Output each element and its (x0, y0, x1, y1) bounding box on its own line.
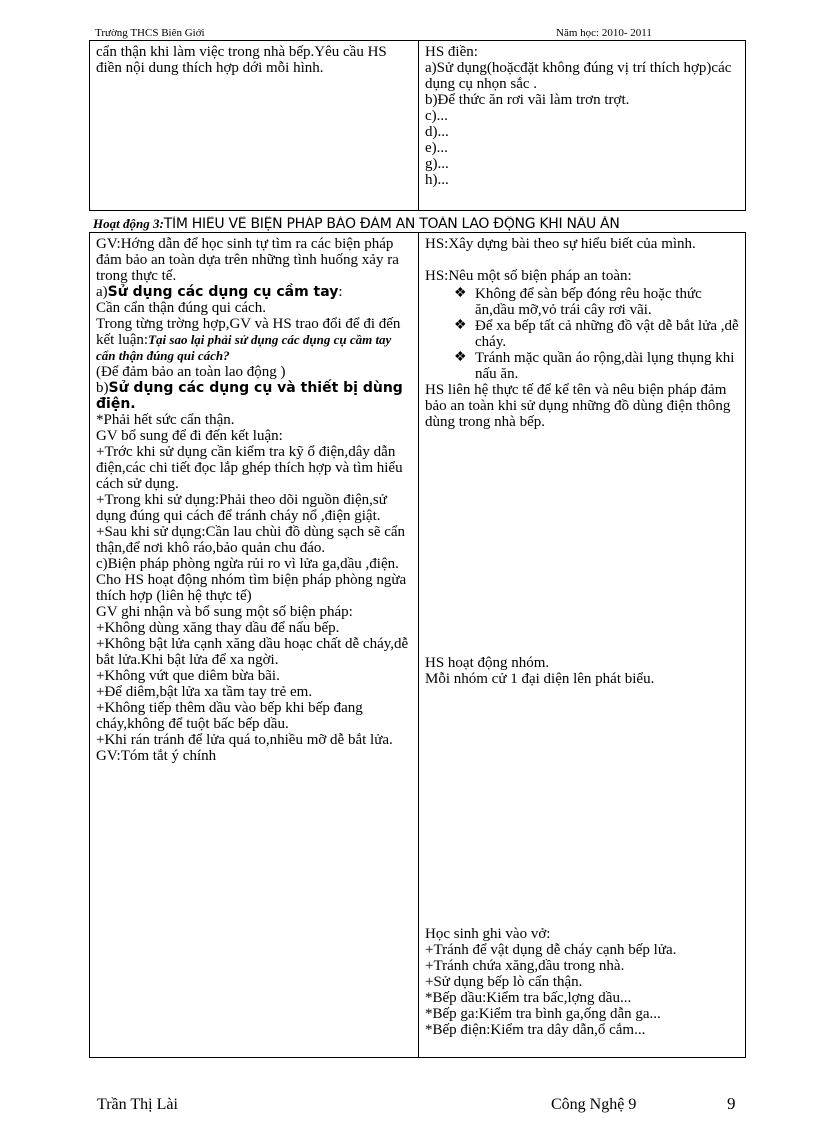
left-para: +Trớc khi sử dụng cần kiểm tra kỹ ổ điện,dây dẫn điện,các chi tiết đọc lắp ghép thích hợp và tìm hiểu cách sử dụng. (96, 444, 403, 492)
table1-left-cell (96, 44, 414, 76)
section-b-heading (96, 380, 412, 412)
section-a-prefix: a) (96, 284, 108, 300)
table1-left-text: cẩn thận khi làm việc trong nhà bếp.Yêu cầu HS điền nội dung thích hợp dới mỗi hình. (96, 44, 387, 76)
page-number: 9 (727, 1094, 736, 1113)
table2-right-block-1 (425, 236, 741, 430)
left-para: +Khi rán tránh để lửa quá to,nhiều mỡ dễ bắt lửa. (96, 732, 393, 748)
note-line: Học sinh ghi vào vở: (425, 926, 551, 942)
table1-right-line: HS điền: (425, 44, 478, 60)
table1-left-border (89, 40, 90, 211)
left-para-text: Trong từng trờng hợp,GV và HS trao đổi để đi đến kết luận: (96, 316, 401, 348)
left-para: +Không tiếp thêm dầu vào bếp khi bếp đang cháy,không để tuột bấc bếp dầu. (96, 700, 363, 732)
table1-right-line: g)... (425, 156, 449, 172)
right-para: HS liên hệ thực tế để kể tên và nêu biện pháp đảm bảo an toàn khi sử dụng những đồ dùng điện thông dùng trong nhà bếp. (425, 382, 731, 430)
activity3-title: TÌM HIỂU VỀ BIỆN PHÁP BẢO ĐẢM AN TOÀN LAO ĐỘNG KHI NẤU ĂN (163, 216, 620, 232)
note-line: +Tránh chứa xăng,dầu trong nhà. (425, 958, 625, 974)
left-para: +Không dùng xăng thay dầu để nấu bếp. (96, 620, 340, 636)
footer-subject: Công Nghệ 9 (551, 1096, 637, 1113)
diamond-bullet-icon: ❖ (454, 318, 467, 333)
section-a-title: Sử dụng các dụng cụ cầm tay (107, 284, 339, 300)
table2-left-cell (96, 236, 412, 764)
table2-top-border (89, 232, 745, 233)
bullet-text: Tránh mặc quần áo rộng,dài lụng thụng khi nấu ăn. (475, 350, 735, 382)
table1-divider (418, 40, 419, 211)
left-para: *Phải hết sức cẩn thận. (96, 412, 235, 428)
question-text: Tại sao lại phải sử dụng các dụng cụ cầm tay cẩn thận đúng qui cách? (96, 332, 392, 363)
table1-right-line: a)Sử dụng(hoặcđặt không đúng vị trí thích hợp)các dụng cụ nhọn sắc . (425, 60, 732, 92)
footer-author: Trần Thị Lài (97, 1096, 178, 1113)
safety-bullet-item (425, 286, 741, 318)
section-a-colon: : (338, 284, 343, 300)
left-para: +Trong khi sử dụng:Phải theo dõi nguồn điện,sử dụng đúng qui cách để tránh cháy nổ ,điện giật. (96, 492, 387, 524)
right-para: HS:Xây dựng bài theo sự hiểu biết của mình. (425, 236, 696, 252)
safety-bullet-list (425, 286, 741, 382)
diamond-bullet-icon: ❖ (454, 286, 467, 301)
left-para: GV:Tóm tắt ý chính (96, 748, 217, 764)
left-para: GV ghi nhận và bổ sung một số biện pháp: (96, 604, 353, 620)
right-para: HS hoạt động nhóm. (425, 655, 550, 671)
left-para: (Để đảm bảo an toàn lao động ) (96, 364, 286, 380)
note-line: +Sử dụng bếp lò cẩn thận. (425, 974, 583, 990)
left-para: +Để diêm,bật lửa xa tầm tay trẻ em. (96, 684, 313, 700)
safety-bullet-item (425, 350, 741, 382)
note-line: +Tránh để vật dụng dễ cháy cạnh bếp lửa. (425, 942, 677, 958)
left-para: Cho HS hoạt động nhóm tìm biện pháp phòng ngừa thích hợp (liên hệ thực tế) (96, 572, 407, 604)
safety-bullet-item (425, 318, 741, 350)
activity3-label: Hoạt động 3: (93, 216, 164, 231)
table1-right-line: b)Để thức ăn rơi vãi làm trơn trợt. (425, 92, 630, 108)
table2-right-block-2 (425, 655, 741, 687)
left-para: +Không bật lửa cạnh xăng dầu hoạc chất dễ cháy,dễ bắt lửa.Khi bật lửa để xa ngời. (96, 636, 409, 668)
section-b-title: Sử dụng các dụng cụ và thiết bị dùng điện. (96, 380, 403, 412)
left-para (96, 316, 412, 364)
table2-divider (418, 232, 419, 1058)
table1-right-line: c)... (425, 108, 448, 124)
bullet-text: Để xa bếp tất cả những đồ vật dễ bắt lửa ,dễ cháy. (475, 318, 739, 350)
table1-right-line: h)... (425, 172, 449, 188)
table2-right-border (745, 232, 746, 1058)
table1-right-line: d)... (425, 124, 449, 140)
note-line: *Bếp ga:Kiểm tra bình ga,ống dẫn ga... (425, 1006, 661, 1022)
header-school: Trường THCS Biên Giới (95, 27, 205, 39)
left-para: +Sau khi sử dụng:Cần lau chùi đồ dùng sạch sẽ cẩn thận,để nơi khô ráo,bảo quản chu đáo. (96, 524, 406, 556)
table1-right-line: e)... (425, 140, 448, 156)
note-line: *Bếp điện:Kiểm tra dây dẫn,ổ cắm... (425, 1022, 646, 1038)
section-b-prefix: b) (96, 380, 109, 396)
left-para: c)Biện pháp phòng ngừa rủi ro vì lửa ga,dầu ,điện. (96, 556, 399, 572)
diamond-bullet-icon: ❖ (454, 350, 467, 365)
table1-bottom-border (89, 210, 745, 211)
left-para: GV:Hớng dẫn để học sinh tự tìm ra các biện pháp đảm bảo an toàn dựa trên những tình huống xảy ra trong thực tế. (96, 236, 399, 284)
right-para: Mỗi nhóm cử 1 đại diện lên phát biểu. (425, 671, 655, 687)
table2-left-border (89, 232, 90, 1058)
left-para: Cần cẩn thận đúng qui cách. (96, 300, 266, 316)
right-para: HS:Nêu một số biện pháp an toàn: (425, 268, 632, 284)
activity3-heading (93, 216, 743, 232)
section-a-heading (96, 284, 412, 300)
table1-right-cell (425, 44, 741, 188)
table1-top-border (89, 40, 745, 41)
table1-right-border (745, 40, 746, 211)
bullet-text: Không để sàn bếp đóng rêu hoặc thức ăn,dầu mỡ,vỏ trái cây rơi vãi. (475, 286, 702, 318)
left-para: GV bổ sung để đi đến kết luận: (96, 428, 283, 444)
left-para: +Không vứt que diêm bừa bãi. (96, 668, 280, 684)
table2-bottom-border (89, 1057, 745, 1058)
note-line: *Bếp dầu:Kiểm tra bấc,lợng dầu... (425, 990, 632, 1006)
header-year: Năm học: 2010- 2011 (556, 27, 652, 39)
table2-right-block-3 (425, 926, 741, 1038)
